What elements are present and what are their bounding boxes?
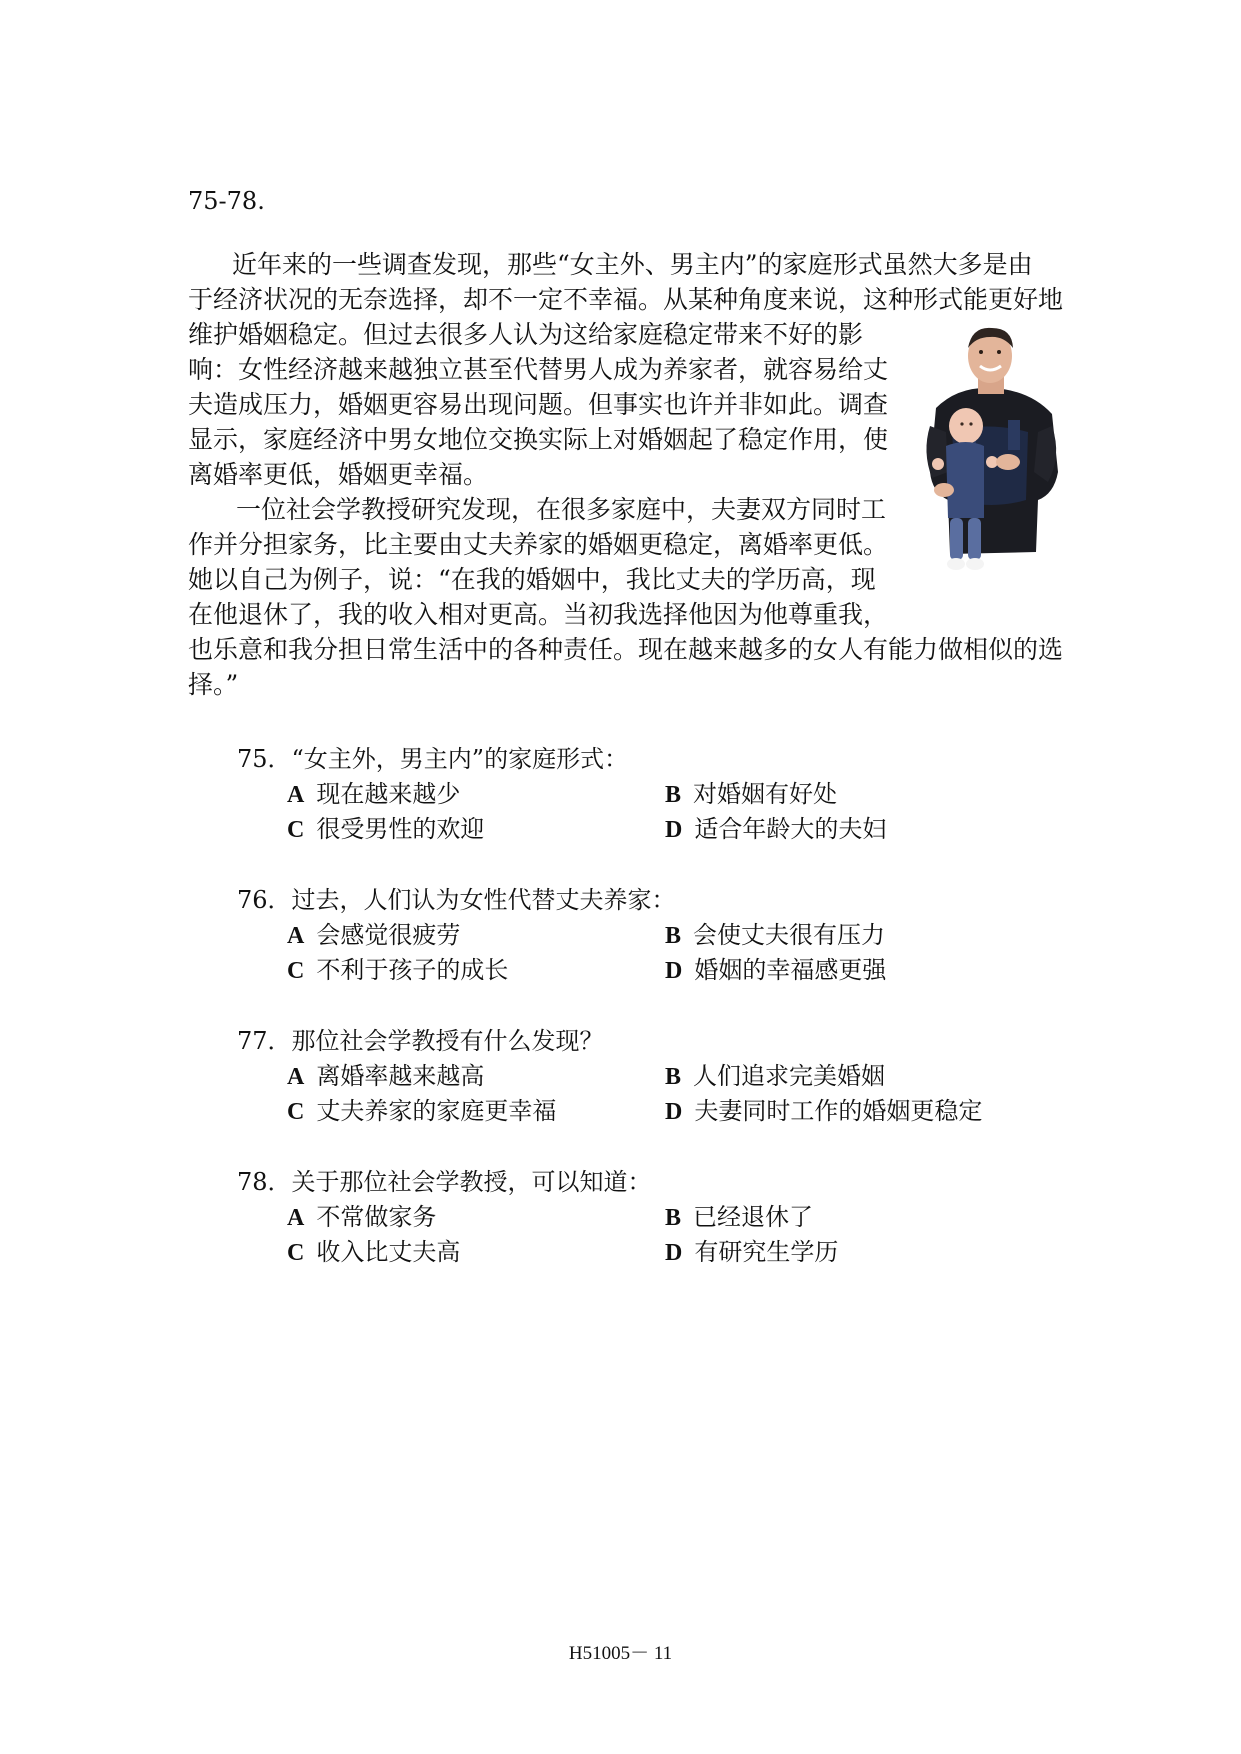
option-letter: A bbox=[287, 782, 305, 808]
option-text: 不常做家务 bbox=[316, 1203, 437, 1231]
option-b[interactable] bbox=[665, 774, 837, 809]
option-letter: C bbox=[287, 1099, 305, 1125]
option-b[interactable] bbox=[665, 1056, 885, 1091]
passage-line: 在他退休了，我的收入相对更高。当初我选择他因为他尊重我， bbox=[188, 600, 889, 629]
passage-line: 作并分担家务，比主要由丈夫养家的婚姻更稳定，离婚率更低。 bbox=[188, 530, 889, 559]
option-text: 夫妻同时工作的婚姻更稳定 bbox=[694, 1097, 983, 1125]
passage-line: 维护婚姻稳定。但过去很多人认为这给家庭稳定带来不好的影 bbox=[188, 320, 864, 349]
question-stem: 77．那位社会学教授有什么发现？ bbox=[237, 1027, 604, 1055]
option-letter: B bbox=[665, 1064, 682, 1090]
option-letter: B bbox=[665, 923, 682, 949]
option-letter: D bbox=[665, 1099, 683, 1125]
option-letter: D bbox=[665, 1240, 683, 1266]
option-b[interactable] bbox=[665, 915, 885, 950]
option-a[interactable] bbox=[287, 774, 460, 809]
option-a[interactable] bbox=[287, 915, 460, 950]
option-letter: C bbox=[287, 817, 305, 843]
option-c[interactable] bbox=[287, 809, 484, 844]
option-text: 会感觉很疲劳 bbox=[316, 921, 461, 949]
option-letter: A bbox=[287, 1205, 305, 1231]
passage-line: 于经济状况的无奈选择，却不一定不幸福。从某种角度来说，这种形式能更好地 bbox=[188, 285, 1064, 314]
option-letter: D bbox=[665, 958, 683, 984]
passage-line: 她以自己为例子，说：“在我的婚姻中，我比丈夫的学历高，现 bbox=[188, 565, 876, 594]
question-stem: 75．“女主外，男主内”的家庭形式： bbox=[237, 745, 629, 773]
passage-line: 显示，家庭经济中男女地位交换实际上对婚姻起了稳定作用，使 bbox=[188, 425, 889, 454]
option-text: 会使丈夫很有压力 bbox=[693, 921, 886, 949]
option-text: 对婚姻有好处 bbox=[693, 780, 838, 808]
option-letter: A bbox=[287, 923, 305, 949]
option-text: 已经退休了 bbox=[693, 1203, 814, 1231]
option-letter: D bbox=[665, 817, 683, 843]
option-c[interactable] bbox=[287, 1232, 460, 1267]
option-a[interactable] bbox=[287, 1197, 436, 1232]
option-text: 收入比丈夫高 bbox=[316, 1238, 461, 1266]
passage-line: 夫造成压力，婚姻更容易出现问题。但事实也许并非如此。调查 bbox=[188, 390, 889, 419]
passage-line: 近年来的一些调查发现，那些“女主外、男主内”的家庭形式虽然大多是由 bbox=[232, 250, 1033, 279]
option-c[interactable] bbox=[287, 1091, 556, 1126]
option-letter: C bbox=[287, 1240, 305, 1266]
option-d[interactable] bbox=[665, 1232, 838, 1267]
option-d[interactable] bbox=[665, 1091, 982, 1126]
passage-line: 择。” bbox=[188, 670, 239, 699]
option-letter: B bbox=[665, 782, 682, 808]
option-c[interactable] bbox=[287, 950, 508, 985]
question-range: 75-78. bbox=[188, 187, 265, 215]
option-text: 适合年龄大的夫妇 bbox=[694, 815, 887, 843]
passage-line: 离婚率更低，婚姻更幸福。 bbox=[188, 460, 489, 489]
option-a[interactable] bbox=[287, 1056, 484, 1091]
option-text: 丈夫养家的家庭更幸福 bbox=[316, 1097, 557, 1125]
option-d[interactable] bbox=[665, 809, 886, 844]
option-letter: A bbox=[287, 1064, 305, 1090]
man-carrying-baby-photo bbox=[918, 322, 1064, 580]
option-text: 不利于孩子的成长 bbox=[316, 956, 509, 984]
question-stem: 78．关于那位社会学教授，可以知道： bbox=[237, 1168, 652, 1196]
option-text: 人们追求完美婚姻 bbox=[693, 1062, 886, 1090]
option-text: 很受男性的欢迎 bbox=[316, 815, 485, 843]
passage-line: 也乐意和我分担日常生活中的各种责任。现在越来越多的女人有能力做相似的选 bbox=[188, 635, 1064, 664]
option-text: 离婚率越来越高 bbox=[316, 1062, 485, 1090]
option-text: 有研究生学历 bbox=[694, 1238, 839, 1266]
option-letter: B bbox=[665, 1205, 682, 1231]
option-text: 婚姻的幸福感更强 bbox=[694, 956, 887, 984]
question-stem: 76．过去，人们认为女性代替丈夫养家： bbox=[237, 886, 676, 914]
option-text: 现在越来越少 bbox=[316, 780, 461, 808]
option-letter: C bbox=[287, 958, 305, 984]
passage-line: 一位社会学教授研究发现，在很多家庭中，夫妻双方同时工 bbox=[236, 495, 887, 524]
passage-line: 响：女性经济越来越独立甚至代替男人成为养家者，就容易给丈 bbox=[188, 355, 889, 384]
option-d[interactable] bbox=[665, 950, 886, 985]
page-footer: H51005－ 11 bbox=[568, 1643, 673, 1664]
option-b[interactable] bbox=[665, 1197, 813, 1232]
